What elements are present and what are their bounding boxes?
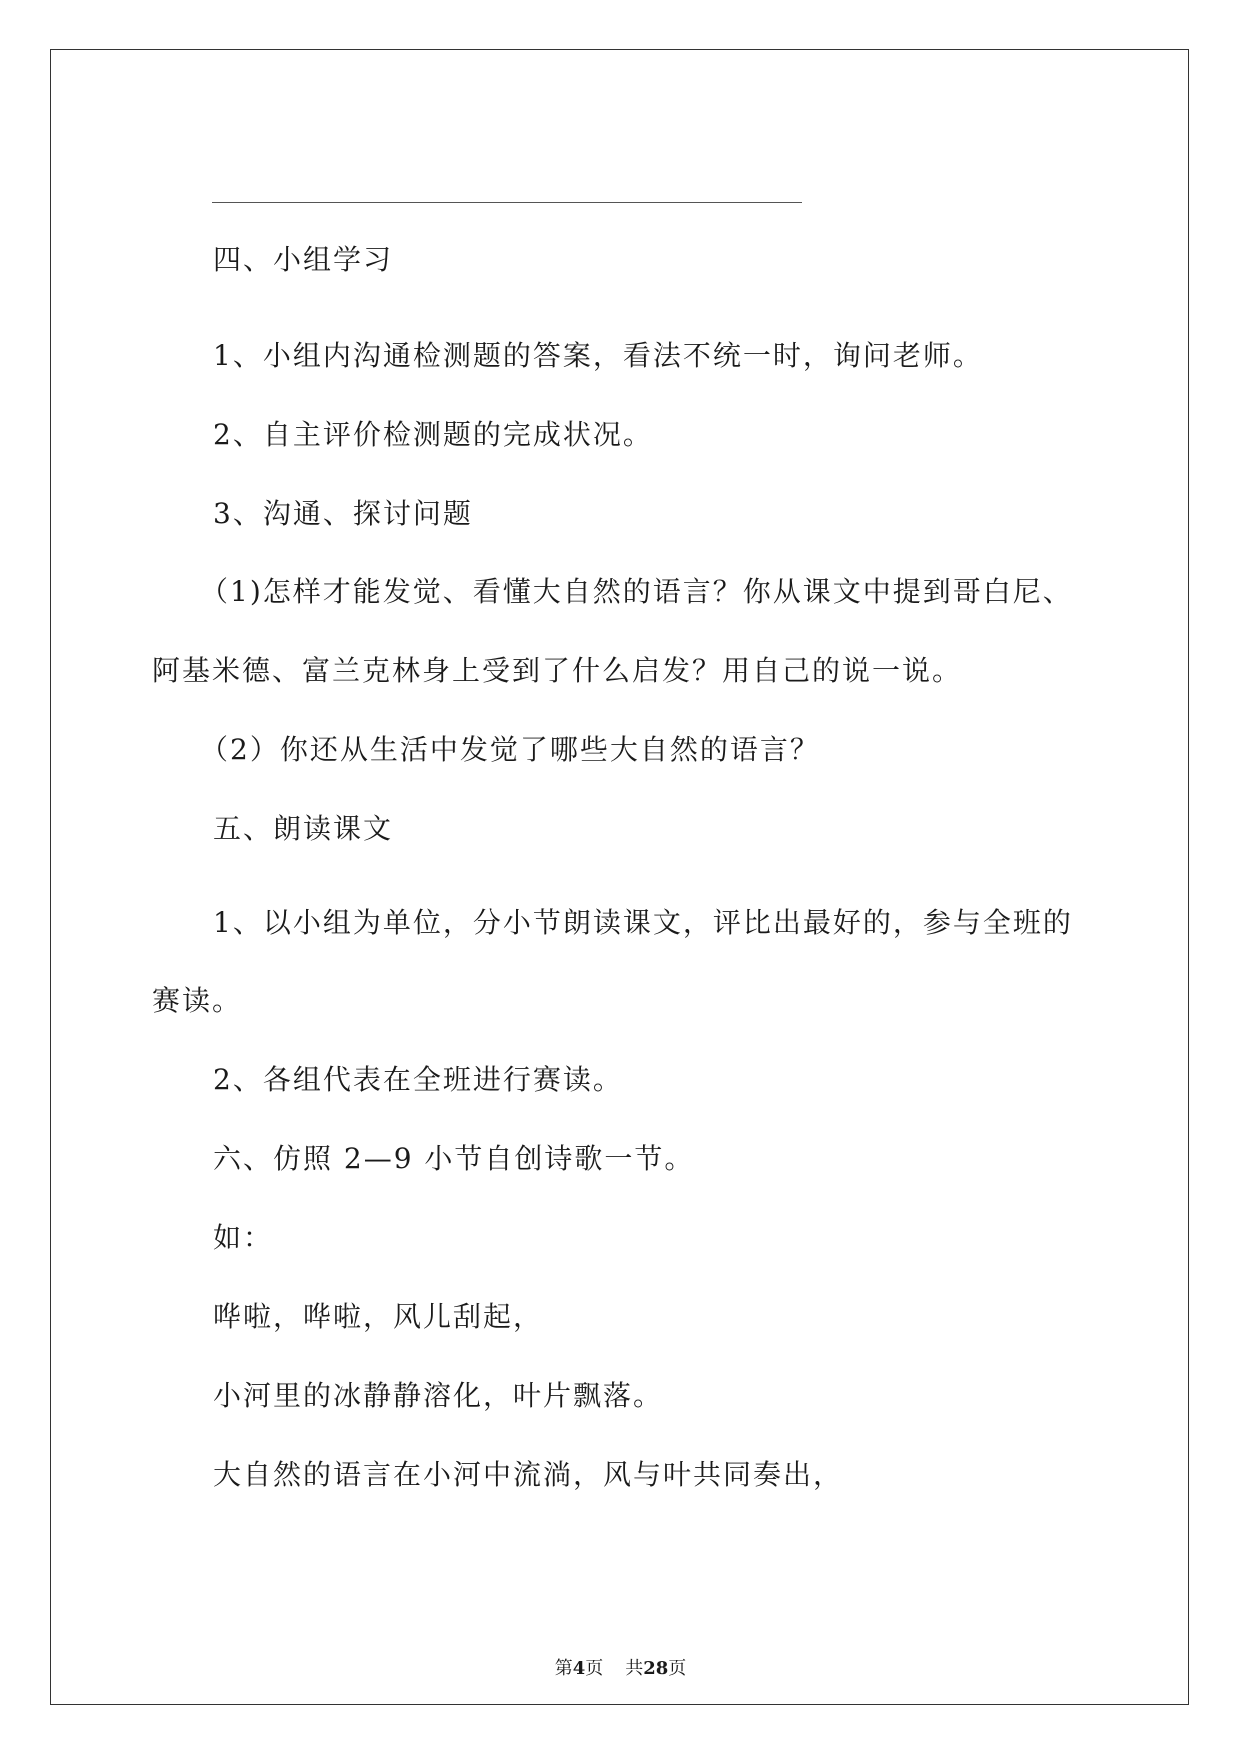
paragraph-line: 2、各组代表在全班进行赛读。 <box>213 1063 623 1096</box>
paragraph-line: 如： <box>213 1221 274 1254</box>
heading-imitate-poem: 六、仿照 2—9 小节自创诗歌一节。 <box>213 1142 695 1175</box>
paragraph-line: 阿基米德、富兰克林身上受到了什么启发？用自己的说一说。 <box>152 654 963 687</box>
heading-read-text: 五、朗读课文 <box>213 812 394 845</box>
paragraph-line: 3、沟通、探讨问题 <box>213 497 473 530</box>
poem-line: 哗啦，哗啦，风儿刮起， <box>213 1300 544 1333</box>
footer-prefix: 第 <box>554 1658 573 1679</box>
paragraph-line: 1、以小组为单位，分小节朗读课文，评比出最好的，参与全班的 <box>213 906 1073 939</box>
footer-total-pages: 28 <box>643 1658 669 1679</box>
poem-line: 大自然的语言在小河中流淌，风与叶共同奏出， <box>213 1458 844 1491</box>
heading-group-study: 四、小组学习 <box>213 243 394 276</box>
poem-line: 小河里的冰静静溶化，叶片飘落。 <box>213 1379 664 1412</box>
footer-current-page: 4 <box>572 1658 586 1679</box>
footer-page-unit: 页 <box>585 1658 604 1679</box>
paragraph-line: （2）你还从生活中发觉了哪些大自然的语言？ <box>200 733 820 766</box>
paragraph-line: 赛读。 <box>152 984 243 1017</box>
paragraph-line: （1)怎样才能发觉、看懂大自然的语言？你从课文中提到哥白尼、 <box>200 575 1073 608</box>
page-footer <box>0 1658 1241 1680</box>
separator-line <box>212 202 802 203</box>
paragraph-line: 1、小组内沟通检测题的答案，看法不统一时，询问老师。 <box>213 339 983 372</box>
page-frame <box>50 49 1189 1705</box>
footer-total-prefix: 共 <box>625 1658 644 1679</box>
paragraph-line: 2、自主评价检测题的完成状况。 <box>213 418 653 451</box>
footer-total-unit: 页 <box>668 1658 687 1679</box>
